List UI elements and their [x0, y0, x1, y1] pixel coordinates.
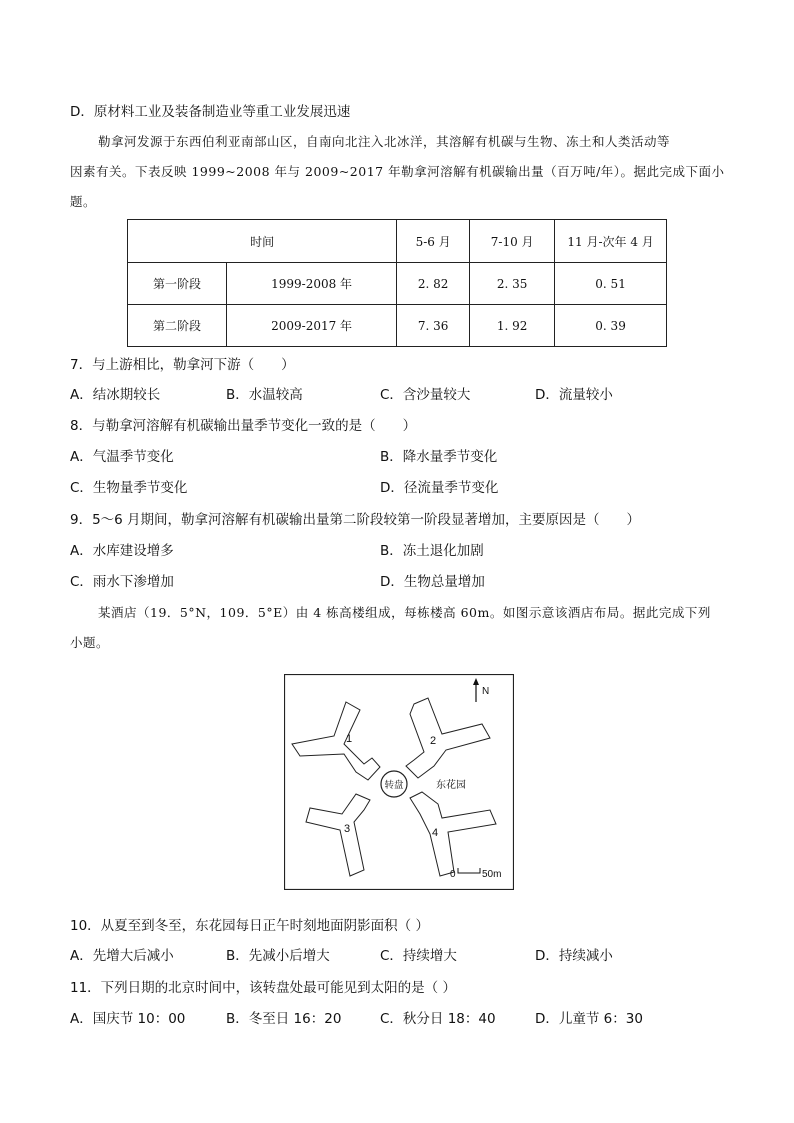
- table-header-row: [128, 220, 667, 263]
- q7-option-b[interactable]: B．水温较高: [226, 387, 303, 403]
- building-4-label: 4: [432, 827, 439, 839]
- q9-option-a[interactable]: A．水库建设增多: [70, 543, 174, 559]
- passage2-line1: 某酒店（19．5°N，109．5°E）由 4 栋高楼组成，每栋楼高 60m。如图示意该酒店布局。据此完成下列: [98, 605, 711, 620]
- header-nov-apr: 11 月-次年 4 月: [555, 220, 667, 263]
- scale-distance-label: 50m: [482, 869, 502, 880]
- passage1-line2: 因素有关。下表反映 1999~2008 年与 2009~2017 年勒拿河溶解有机碳输出量（百万吨/年）。据此完成下面小: [70, 164, 725, 179]
- value-cell: 0. 51: [555, 263, 667, 305]
- q10-option-d[interactable]: D．持续减小: [535, 948, 613, 964]
- q10-option-b[interactable]: B．先减小后增大: [226, 948, 330, 964]
- north-label: N: [482, 686, 490, 697]
- value-cell: 2. 82: [397, 263, 470, 305]
- passage1-line1: 勒拿河发源于东西伯利亚南部山区，自南向北注入北冰洋，其溶解有机碳与生物、冻土和人类活动等: [98, 134, 671, 149]
- q8-option-b[interactable]: B．降水量季节变化: [380, 449, 498, 465]
- q8-stem: 8．与勒拿河溶解有机碳输出量季节变化一致的是（ ）: [70, 418, 417, 434]
- value-cell: 7. 36: [397, 305, 470, 347]
- header-time: 时间: [128, 220, 397, 263]
- building-3-label: 3: [344, 823, 351, 835]
- q9-option-d[interactable]: D．生物总量增加: [380, 574, 485, 590]
- stage-cell: 第一阶段: [128, 263, 227, 305]
- hotel-layout-map: [284, 674, 514, 890]
- q7-stem: 7．与上游相比，勒拿河下游（ ）: [70, 357, 295, 373]
- building-2-label: 2: [430, 735, 437, 747]
- q9-stem: 9．5～6 月期间，勒拿河溶解有机碳输出量第二阶段较第一阶段显著增加，主要原因是（ ）: [70, 512, 641, 528]
- q11-option-a[interactable]: A．国庆节 10：00: [70, 1011, 186, 1027]
- q11-option-c[interactable]: C．秋分日 18：40: [380, 1011, 496, 1027]
- header-may-june: 5-6 月: [397, 220, 470, 263]
- stage-cell: 第二阶段: [128, 305, 227, 347]
- q10-option-a[interactable]: A．先增大后减小: [70, 948, 174, 964]
- years-cell: 2009-2017 年: [227, 305, 397, 347]
- q11-stem: 11．下列日期的北京时间中，该转盘处最可能见到太阳的是（ ）: [70, 980, 456, 996]
- q11-option-d[interactable]: D．儿童节 6：30: [535, 1011, 643, 1027]
- value-cell: 2. 35: [470, 263, 555, 305]
- value-cell: 1. 92: [470, 305, 555, 347]
- east-garden-label: 东花园: [436, 780, 466, 791]
- passage1-line3: 题。: [70, 194, 97, 209]
- q9-option-b[interactable]: B．冻土退化加剧: [380, 543, 484, 559]
- roundabout-label: 转盘: [384, 780, 404, 791]
- q8-option-a[interactable]: A．气温季节变化: [70, 449, 174, 465]
- q9-option-c[interactable]: C．雨水下渗增加: [70, 574, 174, 590]
- building-1-label: 1: [346, 733, 353, 745]
- q8-option-c[interactable]: C．生物量季节变化: [70, 480, 188, 496]
- q10-option-c[interactable]: C．持续增大: [380, 948, 457, 964]
- carbon-output-table: [127, 219, 667, 347]
- table-row: [128, 263, 667, 305]
- q7-option-d[interactable]: D．流量较小: [535, 387, 613, 403]
- q11-option-b[interactable]: B．冬至日 16：20: [226, 1011, 342, 1027]
- passage2-line2: 小题。: [70, 635, 110, 650]
- value-cell: 0. 39: [555, 305, 667, 347]
- q7-option-c[interactable]: C．含沙量较大: [380, 387, 471, 403]
- table-row: [128, 305, 667, 347]
- scale-zero-label: 0: [450, 869, 456, 880]
- q7-option-a[interactable]: A．结冰期较长: [70, 387, 161, 403]
- years-cell: 1999-2008 年: [227, 263, 397, 305]
- q10-stem: 10．从夏至到冬至，东花园每日正午时刻地面阴影面积（ ）: [70, 918, 429, 934]
- option-d-previous: D．原材料工业及装备制造业等重工业发展迅速: [70, 104, 351, 120]
- q8-option-d[interactable]: D．径流量季节变化: [380, 480, 499, 496]
- header-july-oct: 7-10 月: [470, 220, 555, 263]
